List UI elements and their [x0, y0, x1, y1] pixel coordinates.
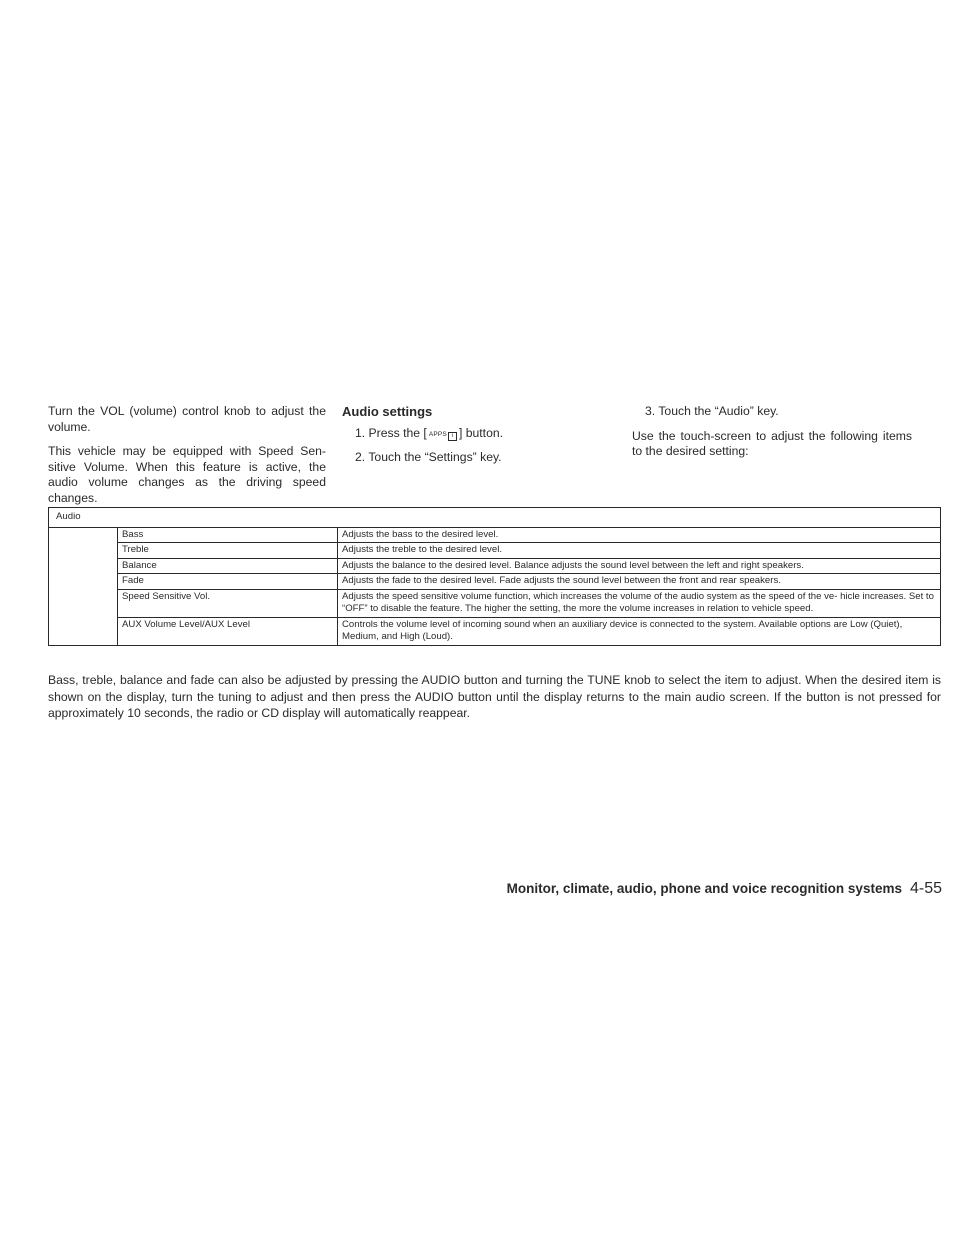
footer-page-number: 4-55	[909, 880, 942, 897]
table-item: Bass	[118, 527, 338, 543]
paragraph-speed-sensitive: This vehicle may be equipped with Speed Sen- sitive Volume. When this feature is active, the audio volume changes as the driving speed changes.	[48, 444, 326, 505]
table-row	[49, 527, 941, 543]
page-footer	[507, 880, 942, 898]
step-1	[342, 426, 610, 442]
table-row	[49, 574, 941, 590]
column-middle	[342, 404, 610, 475]
table-row	[49, 617, 941, 645]
table-item: Balance	[118, 558, 338, 574]
column-left	[48, 404, 326, 515]
table-group-cell	[49, 527, 118, 645]
table-row	[49, 543, 941, 559]
table-desc: Controls the volume level of incoming sound when an auxiliary device is connected to the system. Available options are Low (Quiet), Medium, and High (Loud).	[338, 617, 941, 645]
table-row	[49, 589, 941, 617]
column-right	[632, 404, 912, 469]
table-row	[49, 558, 941, 574]
table-desc: Adjusts the speed sensitive volume function, which increases the volume of the audio system as the speed of the ve- hicle increases. Set to “OFF” to disable the feature. The higher the setting, the more the volume increases in relation to vehicle speed.	[338, 589, 941, 617]
table-item: Treble	[118, 543, 338, 559]
step-3: 3. Touch the “Audio” key.	[645, 404, 779, 418]
footer-section-title: Monitor, climate, audio, phone and voice recognition systems	[506, 881, 902, 896]
step-1-text-before: 1. Press the [	[355, 425, 427, 440]
table-desc: Adjusts the bass to the desired level.	[338, 527, 941, 543]
section-heading: Audio settings	[342, 404, 433, 419]
apps-icon-box: i	[448, 432, 457, 441]
step-2: 2. Touch the “Settings” key.	[355, 450, 502, 464]
table-desc: Adjusts the balance to the desired level. Balance adjusts the sound level between the left and right speakers.	[338, 558, 941, 574]
paragraph-vol-knob: Turn the VOL (volume) control knob to adjust the volume.	[48, 404, 326, 434]
step-1-text-after: ] button.	[458, 425, 504, 440]
footnote-paragraph: Bass, treble, balance and fade can also be adjusted by pressing the AUDIO button and turning the TUNE knob to select the item to adjust. When the desired item is shown on the display, turn the tuning to adjust and then press the AUDIO button until the display returns to the main audio screen. If the button is not pressed for approximately 10 seconds, the radio or CD display will automatically reappear.	[48, 673, 941, 720]
table-item: Fade	[118, 574, 338, 590]
audio-settings-table	[48, 507, 941, 646]
table-desc: Adjusts the treble to the desired level.	[338, 543, 941, 559]
apps-button-icon	[427, 430, 459, 439]
table-header-row	[49, 508, 941, 528]
table-header-audio: Audio	[49, 508, 941, 528]
table-desc: Adjusts the fade to the desired level. Fade adjusts the sound level between the front and rear speakers.	[338, 574, 941, 590]
table-item: AUX Volume Level/AUX Level	[118, 617, 338, 645]
table-item: Speed Sensitive Vol.	[118, 589, 338, 617]
paragraph-touch-screen: Use the touch-screen to adjust the following items to the desired setting:	[632, 428, 912, 458]
apps-icon-text: APPS	[428, 430, 447, 438]
